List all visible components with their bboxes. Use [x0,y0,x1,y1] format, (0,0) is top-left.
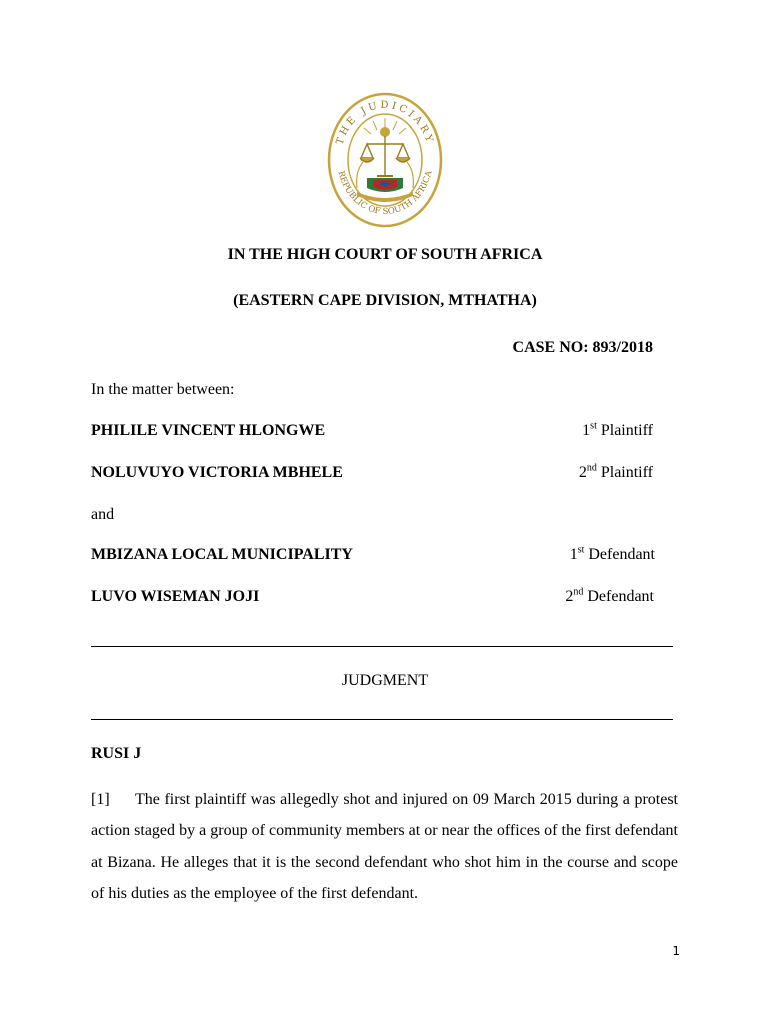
separator-line-top [91,646,673,647]
role-label: Defendant [587,588,654,605]
shield-icon [367,178,403,192]
case-number: CASE NO: 893/2018 [512,339,653,356]
judgment-title: JUDGMENT [341,672,429,689]
ordinal-number: 1 [582,422,591,439]
judge-name: RUSI J [91,745,142,762]
ordinal-suffix: nd [573,586,584,598]
ordinal-suffix: st [590,420,597,432]
sun-icon [380,127,390,137]
seal-top-text: THE JUDICIARY [334,99,436,147]
defendant-1-name: MBIZANA LOCAL MUNICIPALITY [91,546,353,563]
role-label: Defendant [588,546,655,563]
division-heading: (EASTERN CAPE DIVISION, MTHATHA) [233,292,537,309]
defendant-2-role [520,588,654,606]
separator-line-bottom [91,719,673,720]
conjunction-text: and [91,506,115,523]
judiciary-seal [327,92,443,228]
court-heading: IN THE HIGH COURT OF SOUTH AFRICA [227,246,543,263]
intro-text: In the matter between: [91,381,235,398]
ribbon-icon [357,192,413,202]
ordinal-number: 2 [565,588,574,605]
page-number: 1 [672,944,680,958]
defendant-2-name: LUVO WISEMAN JOJI [91,588,260,605]
paragraph-number: [1] [91,791,110,808]
defendant-1-role [520,546,655,564]
scales-of-justice-icon [360,136,410,176]
plaintiff-1-name: PHILILE VINCENT HLONGWE [91,422,326,439]
role-label: Plaintiff [600,422,653,439]
plaintiff-2-name: NOLUVUYO VICTORIA MBHELE [91,464,343,481]
ordinal-suffix: nd [586,462,597,474]
ordinal-number: 1 [569,546,578,563]
ordinal-number: 2 [578,464,587,481]
plaintiff-1-role [540,422,653,440]
paragraph-1 [91,784,678,909]
paragraph-text: The first plaintiff was allegedly shot and injured on 09 March 2015 during a protest action staged by a group of community members at or near the offices of the first defendant at Bizana. He alleges that it is the second defendant who shot him in the course and scope of his duties as the employee of the first defendant. [91,791,678,902]
role-label: Plaintiff [600,464,653,481]
ordinal-suffix: st [577,544,585,556]
plaintiff-2-role [540,464,653,482]
seal-bottom-text: REPUBLIC OF SOUTH AFRICA [335,169,435,218]
